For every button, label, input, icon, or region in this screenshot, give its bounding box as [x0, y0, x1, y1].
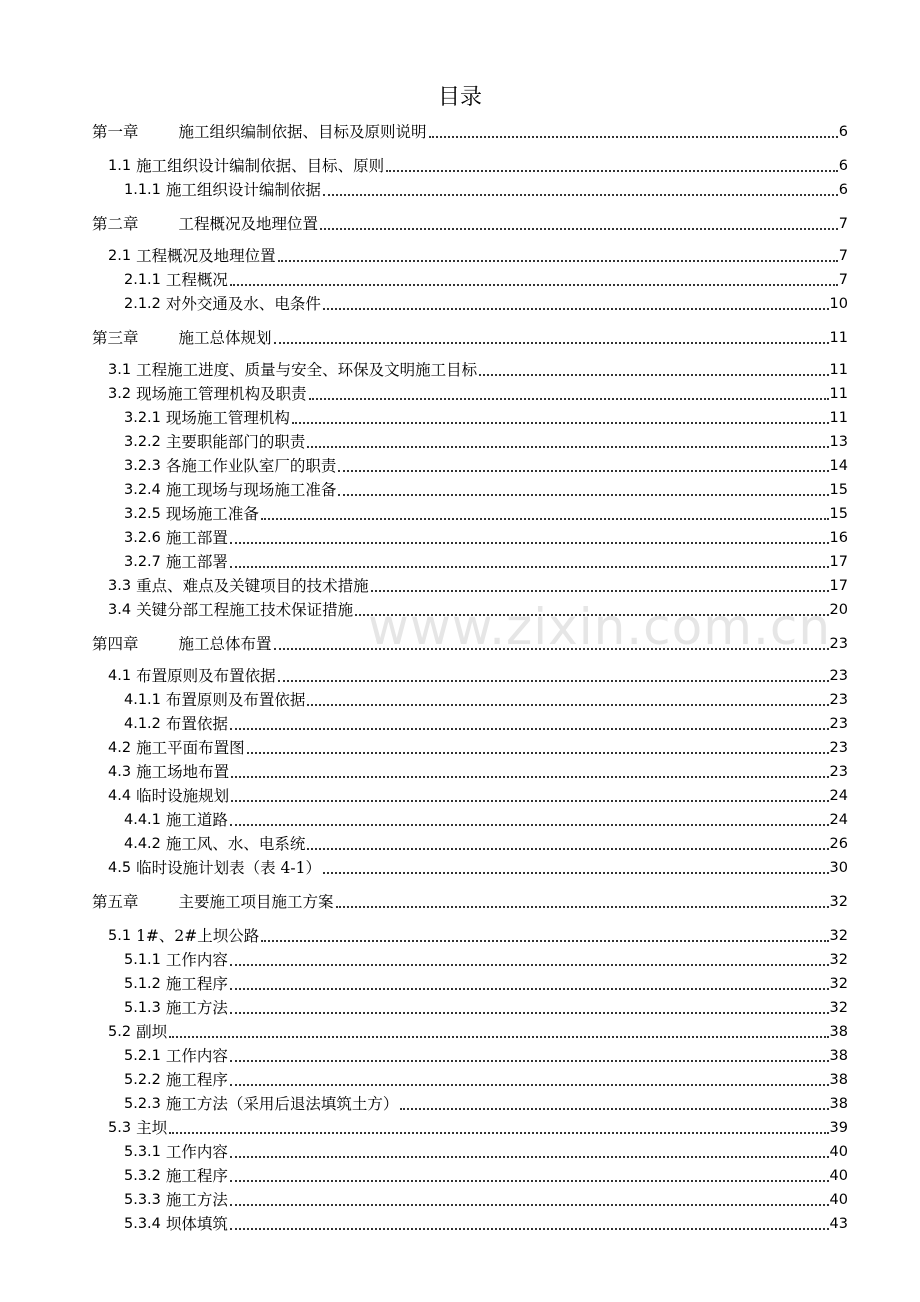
toc-entry-title: 对外交通及水、电条件 — [165, 295, 321, 313]
dot-leader — [278, 260, 838, 262]
toc-entry-title: 关键分部工程施工技术保证措施 — [136, 601, 354, 619]
toc-entry-number: 3.2.5 — [124, 506, 161, 522]
toc-entry[interactable] — [124, 973, 848, 995]
dot-leader — [230, 964, 829, 966]
toc-entry[interactable] — [108, 785, 848, 807]
toc-entry-page: 11 — [829, 330, 848, 346]
toc-entry-page: 32 — [829, 928, 848, 944]
toc-entry-page: 40 — [829, 1192, 848, 1208]
dot-leader — [230, 728, 829, 730]
toc-entry-page: 11 — [829, 386, 848, 402]
dot-leader — [230, 1228, 829, 1230]
dot-leader — [386, 170, 838, 172]
toc-entry[interactable] — [124, 949, 848, 971]
dot-leader — [429, 136, 838, 138]
dot-leader — [371, 590, 829, 592]
dot-leader — [230, 1204, 829, 1206]
dot-leader — [323, 308, 829, 310]
toc-entry-number: 5.2.1 — [124, 1048, 161, 1064]
toc-entry-number: 3.3 — [108, 578, 132, 594]
toc-entry-page: 40 — [829, 1144, 848, 1160]
toc-entry-page: 13 — [829, 434, 848, 450]
toc-entry-number: 5.2 — [108, 1024, 132, 1040]
toc-entry-title: 临时设施规划 — [136, 787, 230, 805]
toc-entry-number: 4.4.1 — [124, 812, 161, 828]
toc-entry-page: 10 — [829, 296, 848, 312]
toc-entry-number: 第三章 — [92, 329, 139, 347]
toc-entry-number: 4.1.2 — [124, 716, 161, 732]
toc-entry[interactable] — [108, 1117, 848, 1139]
toc-entry-page: 17 — [829, 578, 848, 594]
dot-leader — [230, 824, 829, 826]
toc-entry[interactable] — [124, 833, 848, 855]
toc-entry-title: 施工道路 — [165, 811, 228, 829]
toc-entry-page: 23 — [829, 716, 848, 732]
toc-entry-page: 15 — [829, 506, 848, 522]
toc-entry-page: 38 — [829, 1096, 848, 1112]
toc-entry-title: 现场施工管理机构 — [165, 409, 290, 427]
toc-entry-number: 1.1 — [108, 158, 132, 174]
toc-entry-title: 工程概况及地理位置 — [136, 247, 276, 265]
dot-leader — [230, 988, 829, 990]
toc-entry-number: 第四章 — [92, 635, 139, 653]
toc-entry-title: 工作内容 — [165, 1047, 228, 1065]
toc-entry-title: 施工组织编制依据、目标及原则说明 — [178, 123, 427, 141]
toc-entry-page: 7 — [838, 216, 848, 232]
toc-entry-page: 11 — [829, 410, 848, 426]
dot-leader — [338, 470, 828, 472]
toc-entry-title: 施工总体规划 — [178, 329, 272, 347]
toc-entry-number: 5.2.2 — [124, 1072, 161, 1088]
toc-entry-number: 5.1.3 — [124, 1000, 161, 1016]
dot-leader — [261, 940, 828, 942]
toc-entry[interactable] — [124, 1189, 848, 1211]
dot-leader — [307, 446, 828, 448]
toc-entry[interactable] — [108, 359, 848, 381]
toc-entry-title: 副坝 — [136, 1023, 168, 1041]
toc-entry[interactable] — [124, 407, 848, 429]
dot-leader — [320, 228, 838, 230]
toc-entry-page: 15 — [829, 482, 848, 498]
toc-entry[interactable] — [108, 761, 848, 783]
toc-entry[interactable] — [124, 1165, 848, 1187]
toc-entry-title: 重点、难点及关键项目的技术措施 — [136, 577, 369, 595]
toc-entry[interactable] — [92, 327, 848, 349]
toc-entry-page: 38 — [829, 1024, 848, 1040]
toc-entry[interactable] — [108, 575, 848, 597]
toc-entry-title: 布置原则及布置依据 — [136, 667, 276, 685]
toc-entry-page: 24 — [829, 812, 848, 828]
toc-entry-title: 施工风、水、电系统 — [165, 835, 306, 853]
toc-entry-page: 11 — [829, 362, 848, 378]
toc-entry-title: 工程施工进度、质量与安全、环保及文明施工目标 — [136, 361, 478, 379]
toc-entry-number: 5.2.3 — [124, 1096, 161, 1112]
toc-entry[interactable] — [124, 293, 848, 315]
toc-entry[interactable] — [124, 997, 848, 1019]
toc-entry-page: 32 — [829, 952, 848, 968]
toc-entry-title: 各施工作业队室厂的职责 — [165, 457, 337, 475]
toc-entry-number: 3.2.1 — [124, 410, 161, 426]
toc-title: 目录 — [437, 85, 482, 110]
toc-entry[interactable] — [108, 383, 848, 405]
toc-entry-title: 施工场地布置 — [136, 763, 230, 781]
toc-entry[interactable] — [124, 1069, 848, 1091]
dot-leader — [169, 1132, 828, 1134]
toc-entry-number: 4.4.2 — [124, 836, 161, 852]
dot-leader — [274, 648, 829, 650]
dot-leader — [338, 494, 828, 496]
toc-entry-title: 工作内容 — [165, 951, 228, 969]
dot-leader — [323, 194, 838, 196]
toc-entry[interactable] — [124, 1045, 848, 1067]
toc-entry-title: 施工程序 — [165, 1071, 228, 1089]
toc-entry-number: 4.1 — [108, 668, 132, 684]
toc-entry-page: 23 — [829, 764, 848, 780]
toc-entry[interactable] — [124, 179, 848, 201]
toc-entry-title: 施工程序 — [165, 975, 228, 993]
toc-entry-number: 4.5 — [108, 860, 132, 876]
watermark: www.zixin.com.cn — [368, 598, 832, 656]
toc-entry-title: 1#、2#上坝公路 — [136, 927, 260, 945]
toc-entry-number: 2.1.2 — [124, 296, 161, 312]
toc-entry-number: 5.1.2 — [124, 976, 161, 992]
toc-entry-number: 3.2.6 — [124, 530, 161, 546]
toc-entry-number: 3.2.3 — [124, 458, 161, 474]
dot-leader — [231, 776, 828, 778]
toc-entry-number: 5.1 — [108, 928, 132, 944]
toc-entry[interactable] — [92, 633, 848, 655]
toc-entry-page: 23 — [829, 668, 848, 684]
toc-entry-page: 30 — [829, 860, 848, 876]
toc-entry[interactable] — [108, 925, 848, 947]
toc-entry[interactable] — [108, 737, 848, 759]
dot-leader — [230, 1084, 829, 1086]
toc-entry-page: 14 — [829, 458, 848, 474]
dot-leader — [231, 800, 828, 802]
toc-entry-page: 40 — [829, 1168, 848, 1184]
toc-entry-title: 工程概况及地理位置 — [178, 215, 319, 233]
toc-entry-title: 施工部置 — [165, 529, 228, 547]
toc-entry-number: 3.2.7 — [124, 554, 161, 570]
toc-entry-number: 4.2 — [108, 740, 132, 756]
toc-entry[interactable] — [124, 503, 848, 525]
toc-entry-page: 32 — [829, 894, 848, 910]
toc-entry-title: 施工方法 — [165, 1191, 228, 1209]
toc-entry-number: 5.3.2 — [124, 1168, 161, 1184]
toc-entry-number: 2.1.1 — [124, 272, 161, 288]
toc-entry-page: 32 — [829, 1000, 848, 1016]
dot-leader — [247, 752, 829, 754]
dot-leader — [307, 704, 828, 706]
dot-leader — [230, 1156, 829, 1158]
dot-leader — [400, 1108, 828, 1110]
toc-entry-title: 布置依据 — [165, 715, 228, 733]
toc-entry-title: 施工现场与现场施工准备 — [165, 481, 337, 499]
toc-entry[interactable] — [92, 891, 848, 913]
toc-entry-title: 施工方法（采用后退法填筑土方） — [165, 1095, 399, 1113]
toc-entry-number: 3.1 — [108, 362, 132, 378]
toc-entry-title: 布置原则及布置依据 — [165, 691, 306, 709]
toc-entry-title: 现场施工管理机构及职责 — [136, 385, 307, 403]
dot-leader — [274, 342, 829, 344]
toc-entry[interactable] — [108, 245, 848, 267]
dot-leader — [169, 1036, 828, 1038]
toc-entry-page: 6 — [838, 182, 848, 198]
toc-entry[interactable] — [124, 689, 848, 711]
toc-entry-title: 施工部署 — [165, 553, 228, 571]
toc-entry[interactable] — [124, 713, 848, 735]
toc-entry[interactable] — [124, 1141, 848, 1163]
toc-entry-number: 5.3.4 — [124, 1216, 161, 1232]
dot-leader — [230, 1180, 829, 1182]
dot-leader — [230, 566, 829, 568]
toc-entry-title: 工程概况 — [165, 271, 228, 289]
toc-entry-page: 23 — [829, 740, 848, 756]
dot-leader — [479, 374, 828, 376]
toc-entry-page: 23 — [829, 636, 848, 652]
toc-entry-title: 主坝 — [136, 1119, 168, 1137]
toc-entry-number: 5.1.1 — [124, 952, 161, 968]
toc-entry-page: 17 — [829, 554, 848, 570]
toc-entry-title: 工作内容 — [165, 1143, 228, 1161]
toc-entry-page: 24 — [829, 788, 848, 804]
toc-entry-title: 坝体填筑 — [165, 1215, 228, 1233]
toc-entry-number: 3.4 — [108, 602, 132, 618]
dot-leader — [278, 680, 829, 682]
toc-entry-number: 3.2 — [108, 386, 132, 402]
toc-entry[interactable] — [124, 1213, 848, 1235]
toc-entry-page: 32 — [829, 976, 848, 992]
toc-entry-title: 主要职能部门的职责 — [165, 433, 306, 451]
toc-entry-title: 临时设施计划表（表 4-1） — [136, 859, 321, 877]
toc-entry-page: 23 — [829, 692, 848, 708]
toc-entry-number: 5.3 — [108, 1120, 132, 1136]
toc-entry-page: 26 — [829, 836, 848, 852]
toc-entry-number: 5.3.1 — [124, 1144, 161, 1160]
toc-entry-page: 16 — [829, 530, 848, 546]
toc-entry-page: 7 — [838, 272, 848, 288]
toc-entry-page: 43 — [829, 1216, 848, 1232]
toc-entry-title: 主要施工项目施工方案 — [178, 893, 334, 911]
toc-entry[interactable] — [124, 809, 848, 831]
dot-leader — [230, 1060, 829, 1062]
toc-entry-title: 施工组织设计编制依据、目标、原则 — [136, 157, 385, 175]
dot-leader — [307, 848, 828, 850]
dot-leader — [230, 1012, 829, 1014]
toc-entry[interactable] — [124, 551, 848, 573]
toc-entry-page: 20 — [829, 602, 848, 618]
toc-entry-number: 5.3.3 — [124, 1192, 161, 1208]
toc-entry-page: 6 — [838, 158, 848, 174]
toc-entry-number: 4.4 — [108, 788, 132, 804]
toc-entry-title: 施工总体布置 — [178, 635, 272, 653]
toc-entry[interactable] — [108, 665, 848, 687]
dot-leader — [309, 398, 829, 400]
toc-entry-page: 7 — [838, 248, 848, 264]
toc-entry[interactable] — [92, 121, 848, 143]
toc-entry-number: 第二章 — [92, 215, 139, 233]
toc-entry-page: 38 — [829, 1072, 848, 1088]
toc-entry[interactable] — [124, 431, 848, 453]
dot-leader — [230, 542, 829, 544]
toc-entry[interactable] — [92, 213, 848, 235]
toc-entry-title: 施工方法 — [165, 999, 228, 1017]
toc-entry[interactable] — [124, 1093, 848, 1115]
toc-entry-number: 4.3 — [108, 764, 132, 780]
toc-entry-page: 39 — [829, 1120, 848, 1136]
toc-entry[interactable] — [108, 857, 848, 879]
toc-entry-title: 施工组织设计编制依据 — [165, 181, 321, 199]
toc-entry[interactable] — [108, 155, 848, 177]
toc-entry-number: 3.2.2 — [124, 434, 161, 450]
dot-leader — [336, 906, 829, 908]
toc-entry[interactable] — [124, 527, 848, 549]
dot-leader — [261, 518, 829, 520]
toc-entry-number: 第一章 — [92, 123, 139, 141]
toc-entry-number: 第五章 — [92, 893, 139, 911]
toc-entry[interactable] — [124, 479, 848, 501]
toc-entry-number: 1.1.1 — [124, 182, 161, 198]
toc-entry[interactable] — [124, 269, 848, 291]
toc-entry[interactable] — [124, 455, 848, 477]
dot-leader — [292, 422, 829, 424]
toc-entry-title: 施工程序 — [165, 1167, 228, 1185]
toc-entry-number: 4.1.1 — [124, 692, 161, 708]
toc-entry-number: 2.1 — [108, 248, 132, 264]
toc-entry-page: 38 — [829, 1048, 848, 1064]
toc-entry[interactable] — [108, 599, 848, 621]
toc-entry[interactable] — [108, 1021, 848, 1043]
dot-leader — [323, 872, 829, 874]
dot-leader — [355, 614, 828, 616]
dot-leader — [230, 284, 838, 286]
toc-entry-title: 施工平面布置图 — [136, 739, 245, 757]
toc-entry-title: 现场施工准备 — [165, 505, 259, 523]
toc-entry-page: 6 — [838, 124, 848, 140]
toc-entry-number: 3.2.4 — [124, 482, 161, 498]
